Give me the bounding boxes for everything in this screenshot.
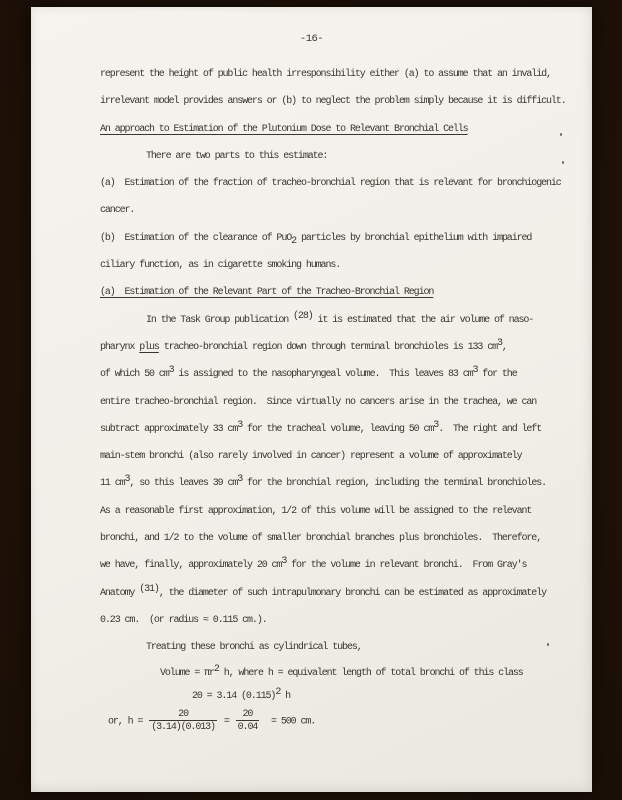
text-run: Volume = πr (160, 667, 214, 679)
underlined-word: plus (139, 341, 159, 353)
text-run: In the Task Group publication (146, 314, 294, 326)
scan-speck (547, 643, 549, 646)
fraction (149, 709, 217, 733)
text-run: for the (477, 369, 517, 381)
section-heading (100, 279, 580, 306)
text-run: = (218, 716, 234, 728)
text-run: 0.23 cm. (or radius ≈ 0.115 cm.). (100, 614, 267, 626)
text-line (100, 470, 580, 497)
text-line (100, 552, 580, 579)
text-line (100, 252, 580, 279)
superscript: 3 (433, 419, 439, 431)
text-run: or, h = (108, 716, 148, 728)
superscript: 2 (213, 663, 219, 675)
equation-line (160, 662, 580, 686)
superscript: 3 (281, 556, 287, 568)
text-run: of which 50 cm (100, 369, 169, 381)
fraction-denominator: (3.14)(0.013) (151, 721, 215, 733)
superscript: (28) (293, 310, 313, 322)
text-run: ciliary function, as in cigarette smoking humans. (100, 260, 341, 272)
page-body (100, 61, 580, 734)
text-run: for the volume in relevant bronchi. From Gray's (286, 560, 527, 572)
superscript: 3 (237, 474, 243, 486)
text-line (100, 607, 580, 634)
text-line (100, 580, 580, 607)
equation-line (108, 709, 580, 734)
superscript: 3 (168, 365, 174, 377)
text-run: An approach to Estimation of the Plutonium Dose to Relevant Bronchial Cells (100, 123, 468, 135)
text-run: for the tracheal volume, leaving 50 cm (242, 423, 434, 435)
scan-speck (562, 161, 564, 164)
text-run: entire tracheo-bronchial region. Since virtually no cancers arise in the trachea, we can (100, 396, 537, 408)
text-run: it is estimated that the air volume of naso- (312, 314, 534, 326)
text-run: represent the height of public health irresponsibility either (a) to assume that an invalid, (100, 69, 551, 80)
text-line (100, 61, 580, 88)
text-run: , the diameter of such intrapulmonary bronchi can be estimated as approximately (158, 587, 547, 599)
text-line (100, 443, 580, 470)
text-line (100, 416, 580, 443)
text-run: , so this leaves 39 cm (129, 478, 238, 490)
superscript: 2 (275, 687, 281, 699)
text-run: particles by bronchial epithelium with impaired (296, 232, 532, 244)
text-run: 11 cm (100, 478, 125, 490)
fraction-numerator: 20 (242, 708, 253, 720)
text-line (100, 498, 580, 525)
text-run: h (280, 691, 291, 703)
scan-speck (560, 133, 562, 136)
text-run: bronchi, and 1/2 to the volume of smaller bronchial branches plus bronchioles. Therefore, (100, 533, 542, 545)
text-run: , (501, 341, 507, 353)
text-run: we have, finally, approximately 20 cm (100, 560, 282, 572)
text-run: (b) Estimation of the clearance of PuO (100, 232, 292, 244)
fraction (236, 709, 260, 733)
text-line (100, 225, 580, 252)
subscript: 2 (291, 235, 297, 247)
superscript: 3 (497, 337, 502, 349)
text-run: (a) Estimation of the Relevant Part of the Tracheo-Bronchial Region (100, 287, 434, 299)
text-line (100, 197, 580, 224)
text-run: = 500 cm. (261, 716, 316, 728)
superscript: 3 (124, 474, 130, 486)
superscript: 3 (237, 419, 243, 431)
text-run: main-stem bronchi (also rarely involved in cancer) represent a volume of approximately (100, 451, 522, 463)
text-run: Anatomy (100, 587, 140, 599)
text-run: irrelevant model provides answers or (b) to neglect the problem simply because it is difficult. (100, 96, 566, 108)
document-page (31, 7, 592, 792)
fraction-denominator: 0.04 (237, 721, 258, 733)
page-number: -16- (299, 33, 324, 45)
text-run: Treating these bronchi as cylindrical tubes, (146, 642, 362, 654)
text-line (100, 525, 580, 552)
text-line (146, 634, 580, 661)
text-line (146, 307, 580, 334)
text-run: subtract approximately 33 cm (100, 423, 238, 435)
equation-line (192, 685, 580, 709)
text-line (100, 361, 580, 388)
text-run: for the bronchial region, including the terminal bronchioles. (242, 478, 547, 490)
text-run: tracheo-bronchial region down through terminal bronchioles is 133 cm (158, 341, 497, 353)
text-run: (a) Estimation of the fraction of tracheo-bronchial region that is relevant for bronchiogenic (100, 178, 561, 190)
text-run: 20 = 3.14 (0.115) (192, 691, 276, 703)
text-line (100, 88, 580, 115)
superscript: 3 (472, 365, 478, 377)
superscript: (31) (139, 583, 159, 595)
text-run: is assigned to the nasopharyngeal volume. This leaves 83 cm (173, 369, 473, 381)
text-run: h, where h = equivalent length of total bronchi of this class (218, 667, 523, 679)
text-run: There are two parts to this estimate: (146, 150, 328, 162)
text-line (100, 334, 580, 361)
text-run: cancer. (100, 205, 135, 217)
text-line (146, 143, 580, 170)
text-run: . The right and left (438, 423, 542, 435)
section-heading (100, 116, 580, 143)
text-run: pharynx (100, 341, 140, 353)
text-line (100, 389, 580, 416)
text-run: As a reasonable first approximation, 1/2 of this volume will be assigned to the relevant (100, 505, 532, 517)
fraction-numerator: 20 (178, 708, 188, 720)
text-line (100, 170, 580, 197)
